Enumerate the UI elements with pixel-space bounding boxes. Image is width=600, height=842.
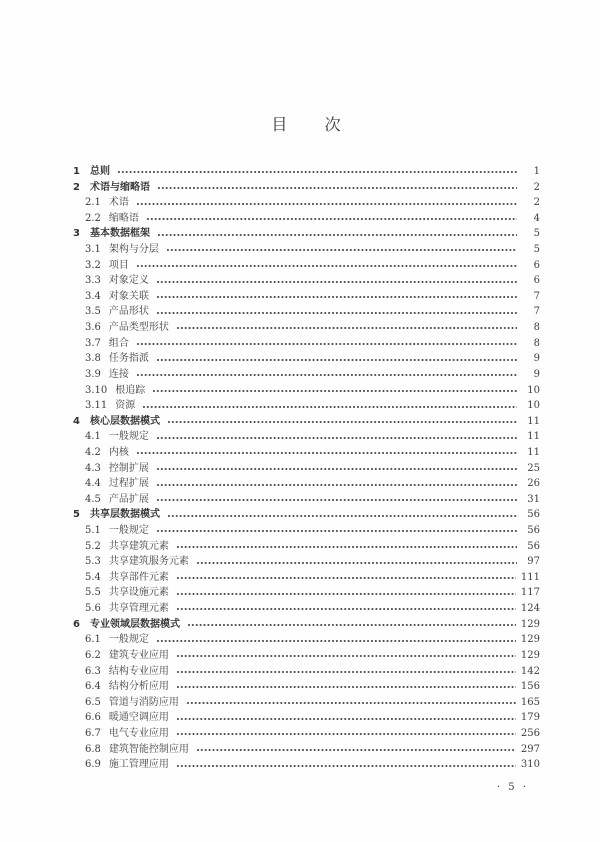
toc-entry [73,648,540,664]
toc-entry-page: 9 [533,353,540,365]
dot-leader [176,726,516,742]
dot-leader [136,367,517,383]
toc-entry-number: 3.5 [85,306,101,318]
toc-entry-label: 建筑智能控制应用 [108,743,189,755]
toc-entry [73,195,540,211]
toc-entry-number: 3 [73,228,80,240]
dot-leader [136,445,517,461]
toc-entry-label: 暖通空调应用 [108,712,169,724]
toc-entry-number: 6.6 [85,712,101,724]
toc-entry-label: 一般规定 [108,525,149,537]
toc-entry-label: 对象定义 [108,275,149,287]
toc-entry-page: 26 [527,478,540,490]
dot-leader [142,398,517,414]
toc-entry-number: 2.2 [85,212,101,224]
dot-leader [167,507,517,523]
toc-entry-page: 4 [533,212,540,224]
dot-leader [176,585,516,601]
toc-entry [73,414,540,430]
toc-entry-page: 31 [527,493,540,505]
toc-entry-number: 6.8 [85,743,101,755]
toc-entry-page: 7 [533,290,540,302]
toc-entry-number: 5.1 [85,525,101,537]
toc-entry-page: 2 [533,181,540,193]
toc-entry [73,398,540,414]
dot-leader [136,336,517,352]
dot-leader [196,554,517,570]
page-number-footer: · 5 · [496,782,527,793]
toc-entry-label: 施工管理应用 [108,759,169,771]
dot-leader [176,679,516,695]
toc-entry-page: 9 [533,368,540,380]
toc-entry-page: 1 [533,166,540,177]
toc-entry [73,726,540,742]
toc-entry-page: 124 [520,603,540,615]
toc-entry-label: 架构与分层 [108,244,159,256]
toc-entry-page: 117 [520,587,540,599]
toc-entry-number: 6.5 [85,696,101,708]
toc-entry-number: 6.2 [85,649,101,661]
toc-entry [73,336,540,352]
dot-leader [136,258,517,274]
dot-leader [176,648,516,664]
toc-entry-label: 共享管理元素 [108,603,169,615]
toc-entry-number: 4.5 [85,493,101,505]
toc-entry-page: 97 [527,556,540,568]
dot-leader [156,632,516,648]
toc-entry [73,226,540,242]
toc-entry [73,585,540,601]
toc-entry-page: 11 [527,415,540,427]
toc-entry [73,180,540,196]
toc-entry-label: 基本数据框架 [89,228,150,240]
dot-leader [156,492,517,508]
toc-entry-number: 4.4 [85,478,101,490]
toc-entry-number: 3.8 [85,353,101,365]
toc-entry-page: 297 [520,743,540,755]
toc-entry-label: 项目 [108,259,129,271]
toc-entry-number: 2 [73,181,80,193]
toc-entry [73,383,540,399]
toc-entry-page: 310 [520,759,540,771]
toc-entry [73,710,540,726]
toc-entry-page: 5 [533,228,540,240]
toc-entry-label: 术语与缩略语 [89,181,150,193]
dot-leader [152,383,517,399]
toc-entry-number: 5.5 [85,587,101,599]
toc-entry [73,304,540,320]
toc-entry-page: 11 [527,446,540,458]
toc-entry [73,445,540,461]
toc-entry-label: 组合 [108,337,129,349]
toc-entry [73,492,540,508]
toc-entry-page: 179 [520,712,540,724]
toc-entry-page: 8 [533,337,540,349]
dot-leader [156,351,517,367]
toc-entry-number: 5.3 [85,556,101,568]
toc-entry-label: 共享设施元素 [108,587,169,599]
toc-entry [73,476,540,492]
toc-entry-label: 资源 [115,400,136,412]
toc-entry-number: 6.7 [85,727,101,739]
dot-leader [156,289,517,305]
toc-entry [73,367,540,383]
toc-entry-page: 156 [520,681,540,693]
toc-entry-number: 6.4 [85,681,101,693]
toc-entry-page: 256 [520,727,540,739]
toc-entry [73,570,540,586]
dot-leader [176,601,516,617]
toc-entry [73,679,540,695]
toc-entry-label: 共享部件元素 [108,571,169,583]
dot-leader [166,242,517,258]
toc-entry-page: 56 [527,540,540,552]
toc-entry [73,258,540,274]
dot-leader [157,226,517,242]
toc-entry-label: 任务指派 [108,353,149,365]
dot-leader [176,664,516,680]
toc-entry-page: 6 [533,259,540,271]
toc-entry-label: 建筑专业应用 [108,649,169,661]
toc-entry-label: 对象关联 [108,290,149,302]
toc-entry [73,632,540,648]
toc-entry-page: 129 [520,634,540,646]
toc-entry-number: 6.3 [85,665,101,677]
toc-entry [73,695,540,711]
toc-entry-number: 2.1 [85,197,101,209]
toc-entry-label: 电气专业应用 [108,727,169,739]
toc-entry-label: 专业领域层数据模式 [89,618,180,630]
toc-entry-number: 3.6 [85,322,101,334]
toc-entry [73,242,540,258]
toc-entry-page: 56 [527,525,540,537]
toc-entry-number: 3.4 [85,290,101,302]
toc-entry [73,664,540,680]
toc-entry [73,429,540,445]
toc-entry-label: 一般规定 [108,431,149,443]
dot-leader [187,617,516,633]
toc-entry-number: 4 [73,415,80,427]
dot-leader [156,429,517,445]
dot-leader [176,539,517,555]
toc-list [73,164,540,773]
toc-entry [73,211,540,227]
toc-entry-page: 129 [520,649,540,661]
toc-entry [73,757,540,773]
toc-entry-number: 5.4 [85,571,101,583]
dot-leader [167,414,517,430]
toc-entry-number: 3.7 [85,337,101,349]
dot-leader [157,180,517,196]
toc-entry [73,617,540,633]
toc-entry-number: 4.2 [85,446,101,458]
toc-entry-label: 产品类型形状 [108,322,169,334]
toc-entry-label: 术语 [108,197,129,209]
toc-entry-label: 一般规定 [108,634,149,646]
toc-entry-number: 6.1 [85,634,101,646]
toc-entry-number: 6.9 [85,759,101,771]
toc-entry [73,601,540,617]
toc-entry-page: 111 [520,571,540,583]
dot-leader [117,164,517,180]
dot-leader [156,523,517,539]
toc-entry-number: 3.9 [85,368,101,380]
toc-entry-label: 根追踪 [115,384,146,396]
dot-leader [136,195,517,211]
toc-entry-label: 控制扩展 [108,462,149,474]
dot-leader [156,461,517,477]
toc-entry [73,461,540,477]
toc-entry-page: 165 [520,696,540,708]
dot-leader [146,211,517,227]
dot-leader [156,273,517,289]
toc-entry [73,320,540,336]
dot-leader [186,695,516,711]
toc-entry [73,351,540,367]
toc-entry-number: 3.1 [85,244,101,256]
toc-entry-page: 25 [527,462,540,474]
toc-entry-label: 结构分析应用 [108,681,169,693]
toc-entry-number: 3.10 [85,384,108,396]
toc-entry-page: 6 [533,275,540,287]
toc-entry-label: 产品形状 [108,306,149,318]
toc-entry-page: 56 [527,509,540,521]
toc-entry-page: 129 [520,618,540,630]
toc-entry-number: 1 [73,166,80,177]
toc-entry-page: 8 [533,322,540,334]
toc-entry [73,554,540,570]
toc-entry-label: 总则 [89,166,110,177]
toc-entry-label: 核心层数据模式 [89,415,160,427]
toc-entry-page: 10 [527,384,540,396]
dot-leader [176,757,516,773]
toc-entry-label: 连接 [108,368,129,380]
toc-entry-label: 内核 [108,446,129,458]
toc-entry-number: 5.6 [85,603,101,615]
toc-entry-page: 5 [533,244,540,256]
toc-entry-label: 共享建筑元素 [108,540,169,552]
toc-entry [73,523,540,539]
toc-entry-label: 共享建筑服务元素 [108,556,189,568]
toc-entry-label: 管道与消防应用 [108,696,179,708]
toc-entry [73,289,540,305]
toc-entry [73,273,540,289]
page-title: 目 次 [271,115,342,134]
toc-entry [73,164,540,180]
toc-entry [73,742,540,758]
toc-entry-number: 3.11 [85,400,108,412]
toc-entry-label: 过程扩展 [108,478,149,490]
toc-entry-number: 6 [73,618,80,630]
toc-entry [73,539,540,555]
toc-entry-page: 2 [533,197,540,209]
toc-entry-label: 共享层数据模式 [89,509,160,521]
toc-entry-page: 10 [527,400,540,412]
dot-leader [196,742,516,758]
toc-entry-number: 5.2 [85,540,101,552]
toc-entry-label: 缩略语 [108,212,139,224]
toc-entry [73,507,540,523]
toc-entry-number: 3.3 [85,275,101,287]
toc-entry-page: 7 [533,306,540,318]
toc-entry-page: 11 [527,431,540,443]
dot-leader [176,710,516,726]
dot-leader [176,570,516,586]
toc-entry-label: 结构专业应用 [108,665,169,677]
toc-entry-label: 产品扩展 [108,493,149,505]
toc-entry-number: 4.1 [85,431,101,443]
toc-entry-number: 5 [73,509,80,521]
dot-leader [156,476,517,492]
toc-entry-page: 142 [520,665,540,677]
dot-leader [156,304,517,320]
toc-entry-number: 3.2 [85,259,101,271]
toc-entry-number: 4.3 [85,462,101,474]
dot-leader [176,320,517,336]
